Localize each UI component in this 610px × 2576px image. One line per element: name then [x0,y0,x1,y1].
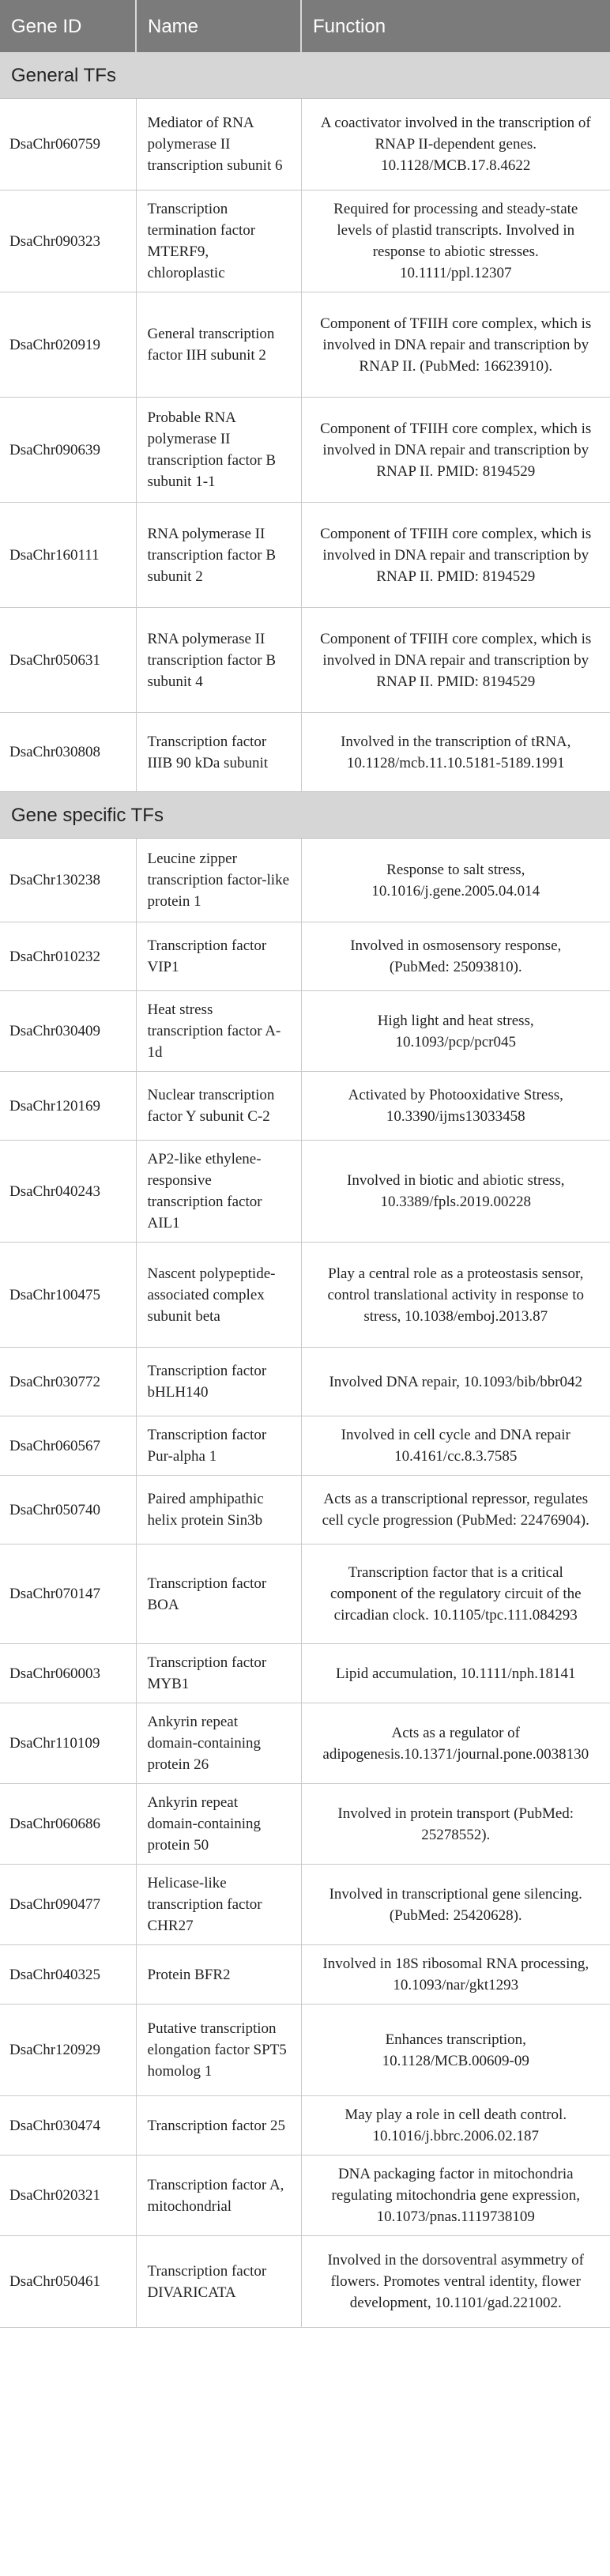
function-cell: Involved DNA repair, 10.1093/bib/bbr042 [301,1348,610,1416]
name-cell: RNA polymerase II transcription factor B subunit 4 [136,608,301,713]
function-cell: A coactivator involved in the transcription of RNAP II-dependent genes. 10.1128/MCB.17.8.4622 [301,99,610,190]
function-cell: Transcription factor that is a critical component of the regulatory circuit of the circadian clock. 10.1105/tpc.111.084293 [301,1544,610,1644]
section-title: General TFs [0,52,610,99]
name-cell: RNA polymerase II transcription factor B subunit 2 [136,503,301,608]
name-cell: Transcription factor bHLH140 [136,1348,301,1416]
gene-id-cell: DsaChr050631 [0,608,136,713]
function-cell: Component of TFIIH core complex, which is involved in DNA repair and transcription by RNAP II. PMID: 8194529 [301,503,610,608]
name-cell: Heat stress transcription factor A-1d [136,991,301,1072]
gene-id-cell: DsaChr160111 [0,503,136,608]
table-row [0,1072,610,1141]
function-cell: Involved in 18S ribosomal RNA processing, 10.1093/nar/gkt1293 [301,1945,610,2005]
table-row [0,99,610,190]
function-cell: Involved in transcriptional gene silencing. (PubMed: 25420628). [301,1865,610,1945]
gene-id-cell: DsaChr050740 [0,1476,136,1544]
gene-id-cell: DsaChr010232 [0,922,136,991]
table-row [0,1703,610,1784]
function-cell: Enhances transcription, 10.1128/MCB.00609-09 [301,2005,610,2096]
function-cell: Involved in protein transport (PubMed: 25278552). [301,1784,610,1865]
table-row [0,1644,610,1703]
name-cell: Transcription factor IIIB 90 kDa subunit [136,713,301,792]
table-row [0,398,610,503]
name-cell: Transcription factor DIVARICATA [136,2236,301,2328]
table-row [0,922,610,991]
name-cell: AP2-like ethylene-responsive transcription factor AIL1 [136,1141,301,1243]
table-row [0,713,610,792]
gene-id-cell: DsaChr040243 [0,1141,136,1243]
gene-id-cell: DsaChr040325 [0,1945,136,2005]
table-row [0,2155,610,2236]
gene-id-cell: DsaChr070147 [0,1544,136,1644]
name-cell: Helicase-like transcription factor CHR27 [136,1865,301,1945]
gene-id-cell: DsaChr060567 [0,1416,136,1476]
function-cell: Involved in cell cycle and DNA repair 10.4161/cc.8.3.7585 [301,1416,610,1476]
header-gene-id: Gene ID [0,0,136,52]
section-row [0,52,610,99]
section-title: Gene specific TFs [0,792,610,839]
name-cell: Ankyrin repeat domain-containing protein 26 [136,1703,301,1784]
function-cell: High light and heat stress, 10.1093/pcp/pcr045 [301,991,610,1072]
name-cell: Mediator of RNA polymerase II transcription subunit 6 [136,99,301,190]
table-row [0,1476,610,1544]
gene-id-cell: DsaChr020321 [0,2155,136,2236]
function-cell: Involved in the dorsoventral asymmetry of flowers. Promotes ventral identity, flower development, 10.1101/gad.221002. [301,2236,610,2328]
function-cell: Involved in osmosensory response, (PubMed: 25093810). [301,922,610,991]
gene-id-cell: DsaChr120929 [0,2005,136,2096]
header-function: Function [301,0,610,52]
name-cell: Transcription factor 25 [136,2096,301,2155]
table-row [0,608,610,713]
header-name: Name [136,0,301,52]
function-cell: Component of TFIIH core complex, which is involved in DNA repair and transcription by RNAP II. PMID: 8194529 [301,608,610,713]
table-row [0,1141,610,1243]
name-cell: Ankyrin repeat domain-containing protein 50 [136,1784,301,1865]
table-row [0,190,610,292]
table-row [0,503,610,608]
gene-id-cell: DsaChr060686 [0,1784,136,1865]
function-cell: Lipid accumulation, 10.1111/nph.18141 [301,1644,610,1703]
function-cell: Component of TFIIH core complex, which is involved in DNA repair and transcription by RNAP II. (PubMed: 16623910). [301,292,610,398]
name-cell: Paired amphipathic helix protein Sin3b [136,1476,301,1544]
name-cell: Nuclear transcription factor Y subunit C-2 [136,1072,301,1141]
section-row [0,792,610,839]
function-cell: Response to salt stress, 10.1016/j.gene.2005.04.014 [301,839,610,922]
gene-id-cell: DsaChr030409 [0,991,136,1072]
name-cell: Transcription factor A, mitochondrial [136,2155,301,2236]
table-row [0,1243,610,1348]
table-row [0,2236,610,2328]
gene-id-cell: DsaChr120169 [0,1072,136,1141]
gene-id-cell: DsaChr050461 [0,2236,136,2328]
name-cell: Transcription factor BOA [136,1544,301,1644]
table-row [0,1945,610,2005]
name-cell: Putative transcription elongation factor SPT5 homolog 1 [136,2005,301,2096]
gene-id-cell: DsaChr020919 [0,292,136,398]
name-cell: Transcription factor Pur-alpha 1 [136,1416,301,1476]
name-cell: Leucine zipper transcription factor-like protein 1 [136,839,301,922]
table-row [0,292,610,398]
gene-id-cell: DsaChr060003 [0,1644,136,1703]
gene-id-cell: DsaChr090639 [0,398,136,503]
table-row [0,839,610,922]
table-row [0,1416,610,1476]
table-row [0,2096,610,2155]
table-row [0,1544,610,1644]
table-row [0,1865,610,1945]
table-row [0,991,610,1072]
gene-id-cell: DsaChr130238 [0,839,136,922]
function-cell: Required for processing and steady-state levels of plastid transcripts. Involved in response to abiotic stresses. 10.1111/ppl.12307 [301,190,610,292]
table-row [0,1784,610,1865]
function-cell: May play a role in cell death control. 10.1016/j.bbrc.2006.02.187 [301,2096,610,2155]
gene-id-cell: DsaChr110109 [0,1703,136,1784]
name-cell: General transcription factor IIH subunit 2 [136,292,301,398]
gene-id-cell: DsaChr030772 [0,1348,136,1416]
function-cell: Involved in biotic and abiotic stress, 10.3389/fpls.2019.00228 [301,1141,610,1243]
function-cell: Activated by Photooxidative Stress, 10.3390/ijms13033458 [301,1072,610,1141]
function-cell: Component of TFIIH core complex, which is involved in DNA repair and transcription by RNAP II. PMID: 8194529 [301,398,610,503]
function-cell: Play a central role as a proteostasis sensor, control translational activity in response to stress, 10.1038/emboj.2013.87 [301,1243,610,1348]
function-cell: Acts as a regulator of adipogenesis.10.1371/journal.pone.0038130 [301,1703,610,1784]
name-cell: Transcription factor VIP1 [136,922,301,991]
name-cell: Transcription termination factor MTERF9, chloroplastic [136,190,301,292]
gene-id-cell: DsaChr030474 [0,2096,136,2155]
gene-id-cell: DsaChr030808 [0,713,136,792]
gene-id-cell: DsaChr060759 [0,99,136,190]
name-cell: Transcription factor MYB1 [136,1644,301,1703]
header-row [0,0,610,52]
gene-id-cell: DsaChr090323 [0,190,136,292]
function-cell: DNA packaging factor in mitochondria regulating mitochondria gene expression, 10.1073/pnas.1119738109 [301,2155,610,2236]
table-row [0,2005,610,2096]
table-row [0,1348,610,1416]
function-cell: Acts as a transcriptional repressor, regulates cell cycle progression (PubMed: 22476904). [301,1476,610,1544]
table-body [0,52,610,2328]
gene-id-cell: DsaChr090477 [0,1865,136,1945]
function-cell: Involved in the transcription of tRNA, 10.1128/mcb.11.10.5181-5189.1991 [301,713,610,792]
name-cell: Nascent polypeptide-associated complex subunit beta [136,1243,301,1348]
name-cell: Protein BFR2 [136,1945,301,2005]
name-cell: Probable RNA polymerase II transcription factor B subunit 1-1 [136,398,301,503]
gene-id-cell: DsaChr100475 [0,1243,136,1348]
